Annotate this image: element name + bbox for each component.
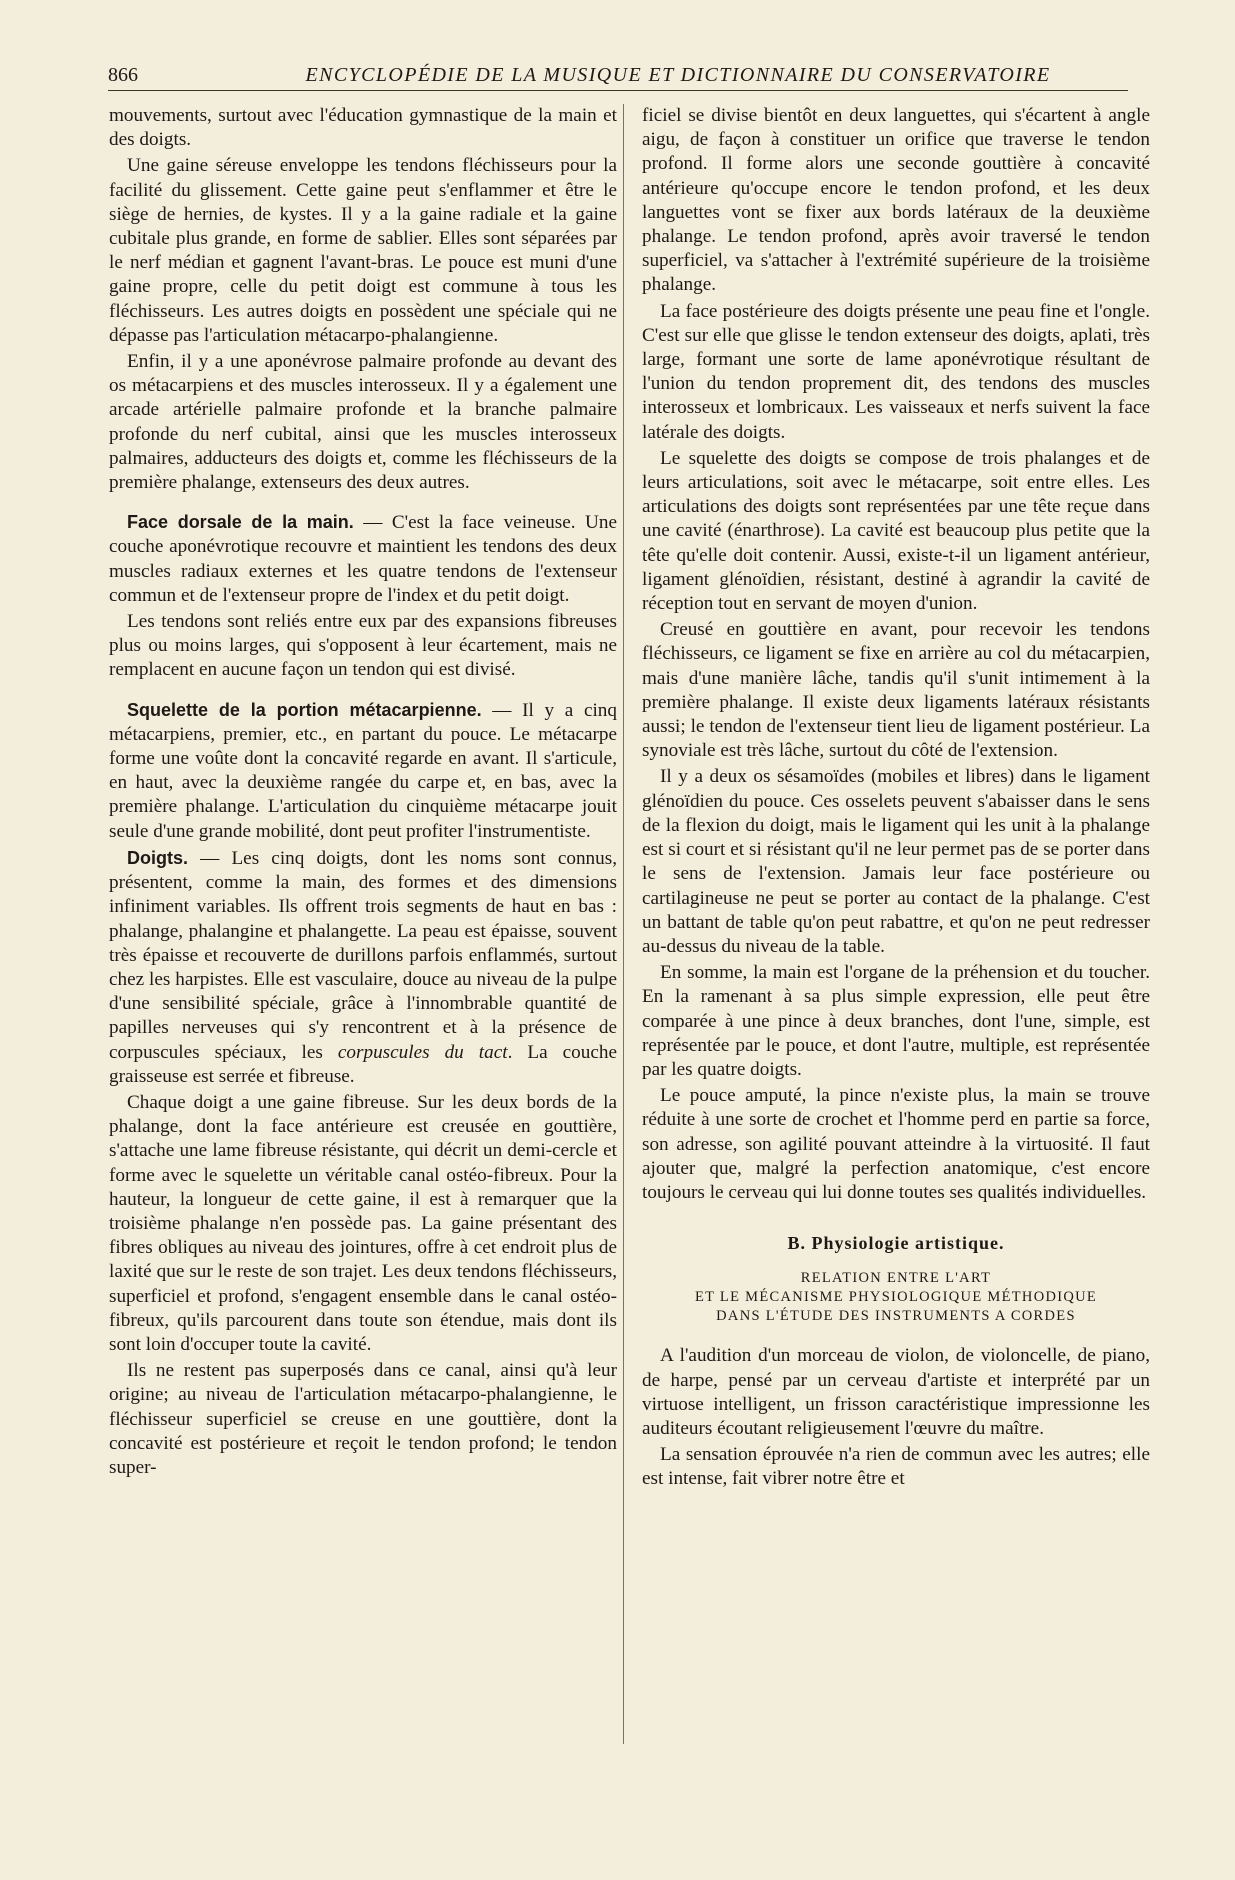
paragraph: Ils ne restent pas superposés dans ce canal, ainsi qu'à leur origine; au niveau de l'articulation métacarpo-phalangienne, le fléchisseur superficiel se creuse en une gouttière, dont la concavité est postérieure et reçoit le tendon profond; le tendon super- xyxy=(109,1360,617,1478)
paragraph: La sensation éprouvée n'a rien de commun avec les autres; elle est intense, fait vibrer notre être et xyxy=(642,1444,1150,1490)
paragraph: La face postérieure des doigts présente une peau fine et l'ongle. C'est sur elle que glisse le tendon extenseur des doigts, aplati, très large, formant une sorte de lame aponévrotique résultant de l'union du tendon proprement dit, des tendons des muscles interosseux et lombricaux. Les vaisseaux et nerfs suivent la face latérale des doigts. xyxy=(642,300,1150,443)
paragraph: mouvements, surtout avec l'éducation gymnastique de la main et des doigts. xyxy=(109,105,617,151)
running-title: ENCYCLOPÉDIE DE LA MUSIQUE ET DICTIONNAIRE DU CONSERVATOIRE xyxy=(305,64,1051,86)
subsection-heading: Doigts. xyxy=(127,847,188,868)
paragraph-text: — C'est la face veineuse. Une couche aponévrotique recouvre et maintient les tendons des deux muscles radiaux externes et les quatre tendons de l'extenseur commun et de l'extenseur propre de l'index et du petit doigt. xyxy=(109,512,617,606)
paragraph: Une gaine séreuse enveloppe les tendons fléchisseurs pour la facilité du glissement. Cette gaine peut s'enflammer et être le siège de hernies, de kystes. Il y a la gaine radiale et la gaine cubitale plus grande, en forme de sablier. Elles sont séparées par le nerf médian et gagnent l'avant-bras. Le pouce est muni d'une gaine propre, celle du petit doigt est commune à tous les fléchisseurs. Les autres doigts en possèdent une spéciale qui ne dépasse pas l'articulation métacarpo-phalangienne. xyxy=(109,155,617,346)
paragraph: Le squelette des doigts se compose de trois phalanges et de leurs articulations, soit avec le métacarpe, soit entre elles. Les articulations des doigts sont représentées par une tête reçue dans une cavité (énarthrose). La cavité est beaucoup plus petite que la tête qu'elle doit contenir. Aussi, existe-t-il un ligament antérieur, ligament glénoïdien, résistant, destiné à agrandir la cavité de réception tout en servant de moyen d'union. xyxy=(642,447,1150,615)
subsection-heading: Squelette de la portion métacarpienne. xyxy=(127,699,482,720)
right-column xyxy=(642,104,1150,1494)
paragraph xyxy=(109,698,617,844)
column-divider xyxy=(623,104,624,1744)
paragraph xyxy=(109,846,617,1089)
paragraph-text: . La couche graisseuse est serrée et fibreuse. xyxy=(109,1041,617,1087)
section-heading: B. Physiologie artistique. xyxy=(787,1233,1005,1254)
subsection-heading: Face dorsale de la main. xyxy=(127,512,354,533)
paragraph: A l'audition d'un morceau de violon, de violoncelle, de piano, de harpe, pensé par un cerveau d'artiste et interprété par un virtuose intelligent, un frisson caractéristique impressionne les auditeurs écoutant religieusement l'œuvre du maître. xyxy=(642,1345,1150,1439)
paragraph: ficiel se divise bientôt en deux languettes, qui s'écartent à angle aigu, de façon à constituer un orifice que traverse le tendon profond. Il forme alors une seconde gouttière à concavité antérieure qu'occupe encore le tendon profond, et les deux languettes vont se fixer aux bords latéraux de la deuxième phalange. Le tendon profond, après avoir traversé le tendon superficiel, va s'attacher à l'extrémité supérieure de la troisième phalange. xyxy=(642,105,1150,296)
paragraph: Il y a deux os sésamoïdes (mobiles et libres) dans le ligament glénoïdien du pouce. Ces osselets peuvent s'abaisser dans le sens de la flexion du doigt, mais le ligament qui les unit à la phalange est si court et si résistant qu'il ne leur permet pas de se porter dans le sens de l'extension. Jamais leur face postérieure ou cartilagineuse ne peut se porter au contact de la phalange. C'est un battant de table qu'on peut rabattre, et qu'on ne peut redresser au-dessus du niveau de la table. xyxy=(642,766,1150,957)
paragraph: Chaque doigt a une gaine fibreuse. Sur les deux bords de la phalange, dont la face antérieure est creusée en gouttière, s'attache une lame fibreuse résistante, qui décrit un demi-cercle et forme avec le squelette un véritable canal ostéo-fibreux. Pour la hauteur, la longueur de cette gaine, il est à remarquer que la troisième phalange n'en possède pas. La gaine présentant des fibres obliques au niveau des jointures, offre à cet endroit plus de laxité que sur le reste de son trajet. Les deux tendons fléchisseurs, superficiel et profond, s'engagent ensemble dans le canal ostéo-fibreux, qu'ils parcourent dans toute son étendue, mais dont ils sont loin d'occuper toute la cavité. xyxy=(109,1091,617,1355)
page-number: 866 xyxy=(108,64,138,86)
subheading-line: DANS L'ÉTUDE DES INSTRUMENTS A CORDES xyxy=(716,1308,1076,1325)
paragraph: Les tendons sont reliés entre eux par des expansions fibreuses plus ou moins larges, qui s'opposent à leur écartement, mais ne remplacent en aucune façon un tendon qui est divisé. xyxy=(109,611,617,681)
left-column xyxy=(109,104,617,1482)
running-header xyxy=(108,60,1128,91)
subheading-line: RELATION ENTRE L'ART xyxy=(800,1270,992,1287)
paragraph: En somme, la main est l'organe de la préhension et du toucher. En la ramenant à sa plus simple expression, elle peut être comparée à une pince à deux branches, dont l'une, simple, est représentée par le pouce, et dont l'autre, multiple, est représentée par les quatre doigts. xyxy=(642,962,1150,1080)
paragraph: Le pouce amputé, la pince n'existe plus, la main se trouve réduite à une sorte de crochet et l'homme perd en partie sa force, son adresse, son agilité pouvant atteindre à la virtuosité. Il faut ajouter que, malgré la perfection anatomique, c'est encore toujours le cerveau qui lui donne toutes ses qualités individuelles. xyxy=(642,1085,1150,1203)
section-subheading xyxy=(642,1269,1150,1326)
paragraph-text: — Il y a cinq métacarpiens, premier, etc., en partant du pouce. Le métacarpe forme une voûte dont la concavité regarde en avant. Il s'articule, en haut, avec la deuxième rangée du carpe et, en bas, avec la première phalange. L'articulation du cinquième métacarpe jouit seule d'une grande mobilité, dont peut profiter l'instrumentiste. xyxy=(109,699,617,842)
paragraph-text: — Les cinq doigts, dont les noms sont connus, présentent, comme la main, des formes et des dimensions infiniment variables. Ils offrent trois segments de haut en bas : phalange, phalangine et phalangette. La peau est épaisse, souvent très épaisse et recouverte de durillons parfois enflammés, surtout chez les harpistes. Elle est vasculaire, douce au niveau de la pulpe d'une sensibilité spéciale, grâce à l'innombrable quantité de papilles nerveuses qui s'y rencontrent et à la présence de corpuscules spéciaux, les xyxy=(109,847,617,1063)
paragraph: Enfin, il y a une aponévrose palmaire profonde au devant des os métacarpiens et des muscles interosseux. Il y a également une arcade artérielle palmaire profonde et la branche palmaire profonde du nerf cubital, ainsi que les muscles interosseux palmaires, adducteurs des doigts et, comme les fléchisseurs de la première phalange, extenseurs des deux autres. xyxy=(109,351,617,494)
italic-term: corpuscules du tact xyxy=(337,1041,508,1063)
paragraph: Creusé en gouttière en avant, pour recevoir les tendons fléchisseurs, ce ligament se fixe en arrière au col du métacarpien, mais d'une manière lâche, tandis qu'il s'unit intimement à la première phalange. Il existe deux ligaments latéraux résistants aussi; le tendon de l'extenseur tient lieu de ligament postérieur. La synoviale est très lâche, surtout du côté de l'extension. xyxy=(642,619,1150,762)
subheading-line: ET LE MÉCANISME PHYSIOLOGIQUE MÉTHODIQUE xyxy=(694,1289,1098,1306)
paragraph xyxy=(109,510,617,608)
